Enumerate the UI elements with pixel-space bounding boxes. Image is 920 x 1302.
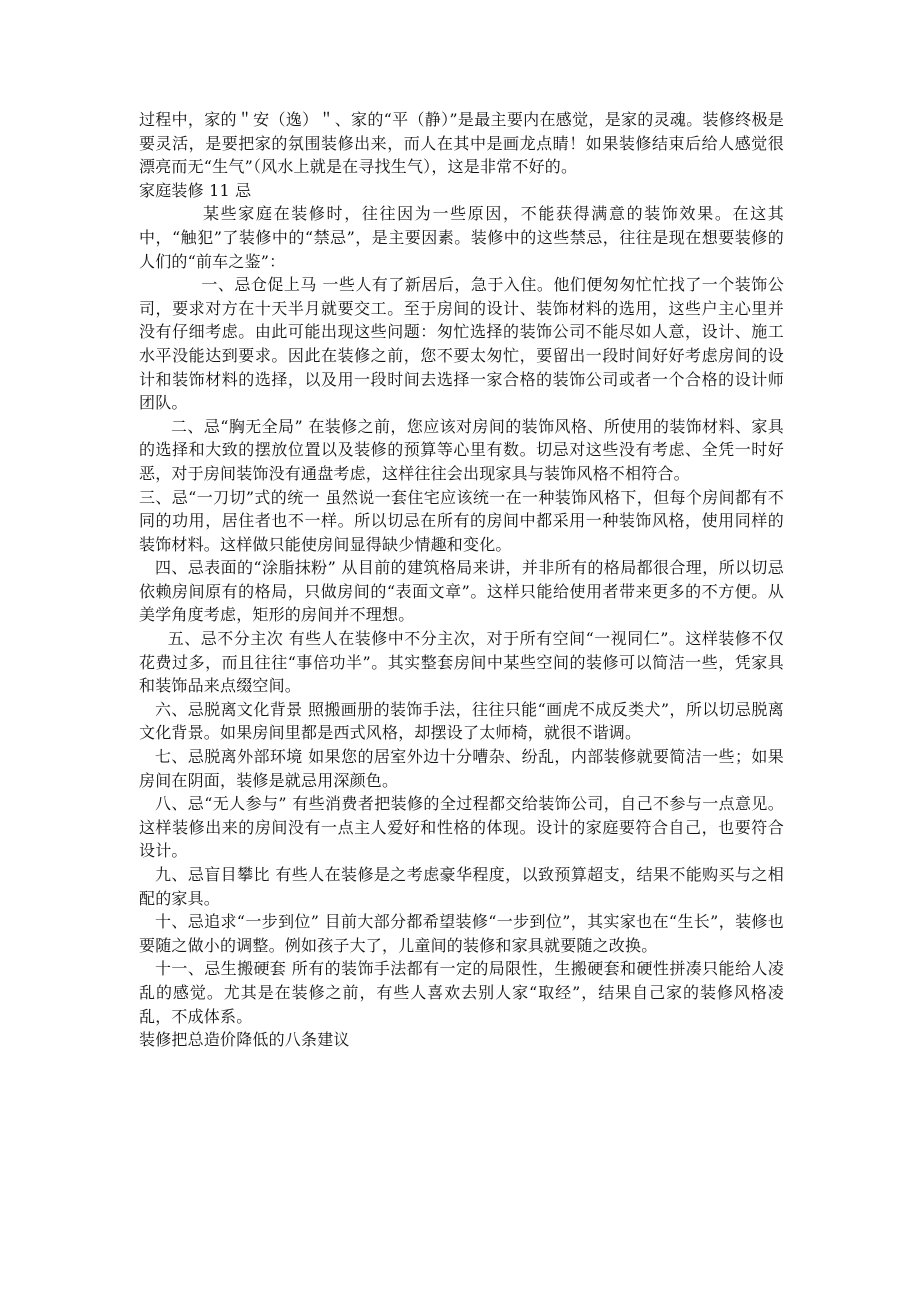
taboo-item-7: 七、忌脱离外部环境 如果您的居室外边十分嘈杂、纷乱，内部装修就要简洁一些；如果房间在阴面，装修是就忌用深颜色。 bbox=[139, 747, 784, 790]
document-page bbox=[139, 108, 784, 1052]
taboo-item-11: 十一、忌生搬硬套 所有的装饰手法都有一定的局限性，生搬硬套和硬性拼凑只能给人凌乱的感觉。尤其是在装修之前，有些人喜欢去别人家“取经”，结果自己家的装修风格凌乱，不成体系。 bbox=[139, 959, 784, 1026]
taboo-item-4: 四、忌表面的“涂脂抹粉” 从目前的建筑格局来讲，并非所有的格局都很合理，所以切忌依赖房间原有的格局，只做房间的“表面文章”。这样只能给使用者带来更多的不方便。从美学角度考虑，矩形的房间并不理想。 bbox=[139, 558, 784, 625]
lead-paragraph: 某些家庭在装修时，往往因为一些原因，不能获得满意的装饰效果。在这其中，“触犯”了装修中的“禁忌”，是主要因素。装修中的这些禁忌，往往是现在想要装修的人们的“前车之鉴”： bbox=[139, 204, 784, 271]
taboo-item-8: 八、忌“无人参与” 有些消费者把装修的全过程都交给装饰公司，自己不参与一点意见。这样装修出来的房间没有一点主人爱好和性格的体现。设计的家庭要符合自己，也要符合设计。 bbox=[139, 794, 784, 861]
taboo-item-6: 六、忌脱离文化背景 照搬画册的装饰手法，往往只能“画虎不成反类犬”，所以切忌脱离文化背景。如果房间里都是西式风格，却摆设了太师椅，就很不谐调。 bbox=[139, 699, 784, 743]
taboo-item-2: 二、忌“胸无全局” 在装修之前，您应该对房间的装饰风格、所使用的装饰材料、家具的选择和大致的摆放位置以及装修的预算等心里有数。切忌对这些没有考虑、全凭一时好恶，对于房间装饰没有通盘考虑，这样往往会出现家具与装饰风格不相符合。 bbox=[139, 416, 784, 483]
taboo-item-1: 一、忌仓促上马 一些人有了新居后，急于入住。他们便匆匆忙忙找了一个装饰公司，要求对方在十天半月就要交工。至于房间的设计、装饰材料的选用，这些户主心里并没有仔细考虑。由此可能出现这些问题：匆忙选择的装饰公司不能尽如人意，设计、施工水平没能达到要求。因此在装修之前，您不要太匆忙，要留出一段时间好好考虑房间的设计和装饰材料的选择，以及用一段时间去选择一家合格的装饰公司或者一个合格的设计师团队。 bbox=[139, 275, 784, 413]
section-heading-eleven-taboos: 家庭装修 11 忌 bbox=[139, 180, 252, 200]
taboo-item-3: 三、忌“一刀切”式的统一 虽然说一套住宅应该统一在一种装饰风格下，但每个房间都有不同的功用，居住者也不一样。所以切忌在所有的房间中都采用一种装饰风格，使用同样的装饰材料。这样做只能使房间显得缺少情趣和变化。 bbox=[139, 487, 784, 554]
taboo-item-10: 十、忌追求“一步到位” 目前大部分都希望装修“一步到位”，其实家也在“生长”，装修也要随之做小的调整。例如孩子大了，儿童间的装修和家具就要随之改换。 bbox=[139, 912, 784, 955]
intro-paragraph: 过程中，家的＂安（逸）＂、家的“平（静）”是最主要内在感觉，是家的灵魂。装修终极是要灵活，是要把家的氛围装修出来，而人在其中是画龙点睛！如果装修结束后给人感觉很漂亮而无“生气”（风水上就是在寻找生气），这是非常不好的。 bbox=[139, 110, 784, 177]
taboo-item-9: 九、忌盲目攀比 有些人在装修是之考虑豪华程度，以致预算超支，结果不能购买与之相配的家具。 bbox=[139, 865, 784, 908]
taboo-item-5: 五、忌不分主次 有些人在装修中不分主次，对于所有空间“一视同仁”。这样装修不仅花费过多，而且往往“事倍功半”。其实整套房间中某些空间的装修可以简洁一些，凭家具和装饰品来点缀空间。 bbox=[139, 629, 784, 696]
section-heading-cost-tips: 装修把总造价降低的八条建议 bbox=[139, 1030, 350, 1050]
